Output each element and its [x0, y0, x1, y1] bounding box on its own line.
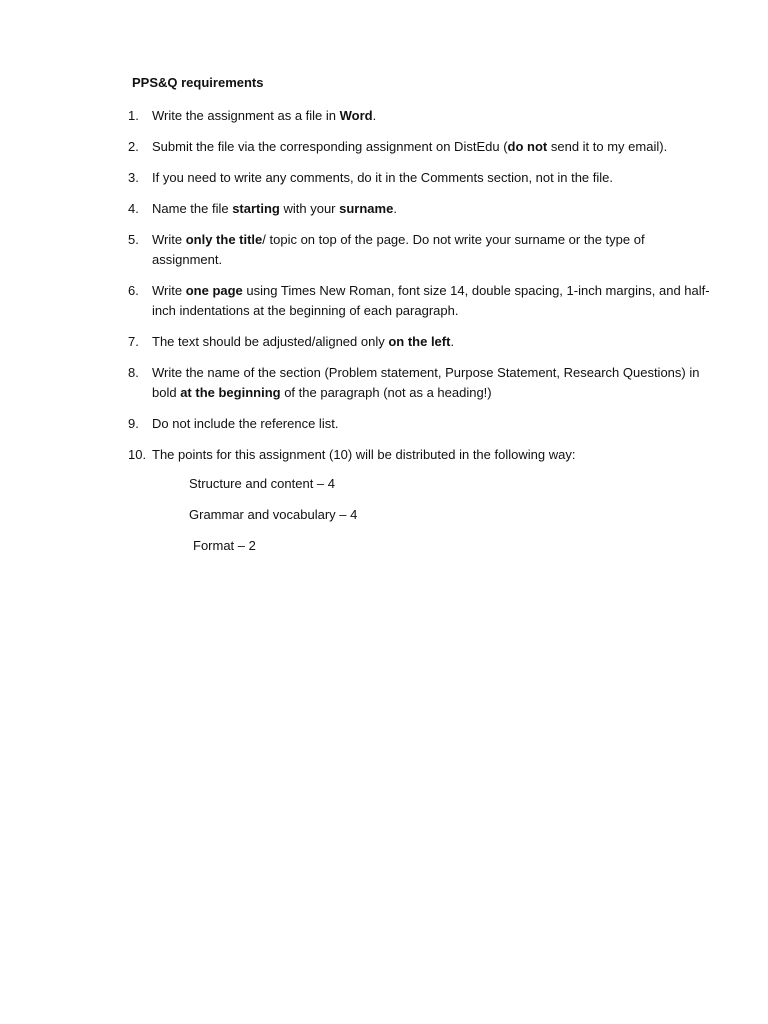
requirement-text-run: Write — [152, 283, 186, 298]
requirement-item — [128, 332, 718, 352]
requirements-list — [128, 106, 718, 476]
requirement-text-run: Write the name of the section (Problem statement, Purpose Statement, Research Questions) in bold — [152, 365, 700, 400]
points-structure-content: Structure and content – 4 — [189, 476, 335, 491]
requirement-text — [152, 168, 718, 188]
requirement-item — [128, 281, 718, 321]
requirement-text — [152, 281, 718, 321]
requirement-number: 7. — [128, 334, 139, 349]
requirement-text-run: of the paragraph (not as a heading!) — [280, 385, 492, 400]
points-breakdown — [189, 474, 357, 567]
requirement-text-run: Write — [152, 232, 186, 247]
requirement-text-run: send it to my email). — [547, 139, 668, 154]
requirement-text-run: The text should be adjusted/aligned only — [152, 334, 389, 349]
requirement-number: 9. — [128, 416, 139, 431]
requirement-emphasis: only the title — [185, 232, 263, 247]
requirement-number: 5. — [128, 232, 139, 247]
requirement-item — [128, 199, 718, 219]
requirement-text-run: Write the assignment as a file in — [152, 108, 340, 123]
requirement-emphasis: on the left — [388, 334, 451, 349]
requirement-emphasis: at the beginning — [180, 385, 281, 400]
requirement-number: 6. — [128, 283, 139, 298]
requirement-number: 1. — [128, 108, 139, 123]
document-title: PPS&Q requirements — [132, 75, 264, 90]
requirement-item — [128, 137, 718, 157]
requirement-emphasis: starting — [232, 201, 280, 216]
requirement-text-run: Submit the file via the corresponding assignment on DistEdu ( — [152, 139, 508, 154]
requirement-text-run: The points for this assignment (10) will be distributed in the following way: — [152, 447, 576, 462]
requirement-text-run: . — [450, 334, 455, 349]
requirement-text-run: If you need to write any comments, do it in the Comments section, not in the file. — [152, 170, 614, 185]
requirement-item — [128, 106, 718, 126]
requirement-text-run: Do not include the reference list. — [152, 416, 339, 431]
requirement-item — [128, 230, 718, 270]
requirement-emphasis: do not — [507, 139, 548, 154]
requirement-emphasis: Word — [339, 108, 373, 123]
requirement-text — [152, 106, 718, 126]
requirement-item — [128, 168, 718, 188]
requirement-number: 3. — [128, 170, 139, 185]
requirement-text — [152, 230, 718, 270]
requirement-emphasis: surname — [339, 201, 394, 216]
requirement-text — [152, 363, 718, 403]
requirement-item — [128, 363, 718, 403]
requirement-text — [152, 332, 718, 352]
requirement-number: 2. — [128, 139, 139, 154]
requirement-text — [152, 414, 718, 434]
requirement-text-run: Name the file — [152, 201, 233, 216]
points-grammar-vocabulary: Grammar and vocabulary – 4 — [189, 507, 358, 522]
requirement-text — [152, 137, 718, 157]
requirement-text-run: . — [372, 108, 377, 123]
requirement-text — [152, 445, 718, 465]
requirement-item — [128, 414, 718, 434]
requirement-emphasis: one page — [185, 283, 243, 298]
requirement-text-run: / topic on top of the page. Do not write your surname or the type of assignment. — [152, 232, 645, 267]
requirement-text-run: using Times New Roman, font size 14, double spacing, 1-inch margins, and half-inch indentations at the beginning of each paragraph. — [152, 283, 710, 318]
requirement-text — [152, 199, 718, 219]
requirement-number: 10. — [128, 447, 147, 462]
requirement-item — [128, 445, 718, 465]
points-format: Format – 2 — [193, 538, 256, 553]
requirement-text-run: with your — [279, 201, 340, 216]
requirement-number: 8. — [128, 365, 139, 380]
requirement-number: 4. — [128, 201, 139, 216]
requirement-text-run: . — [393, 201, 397, 216]
